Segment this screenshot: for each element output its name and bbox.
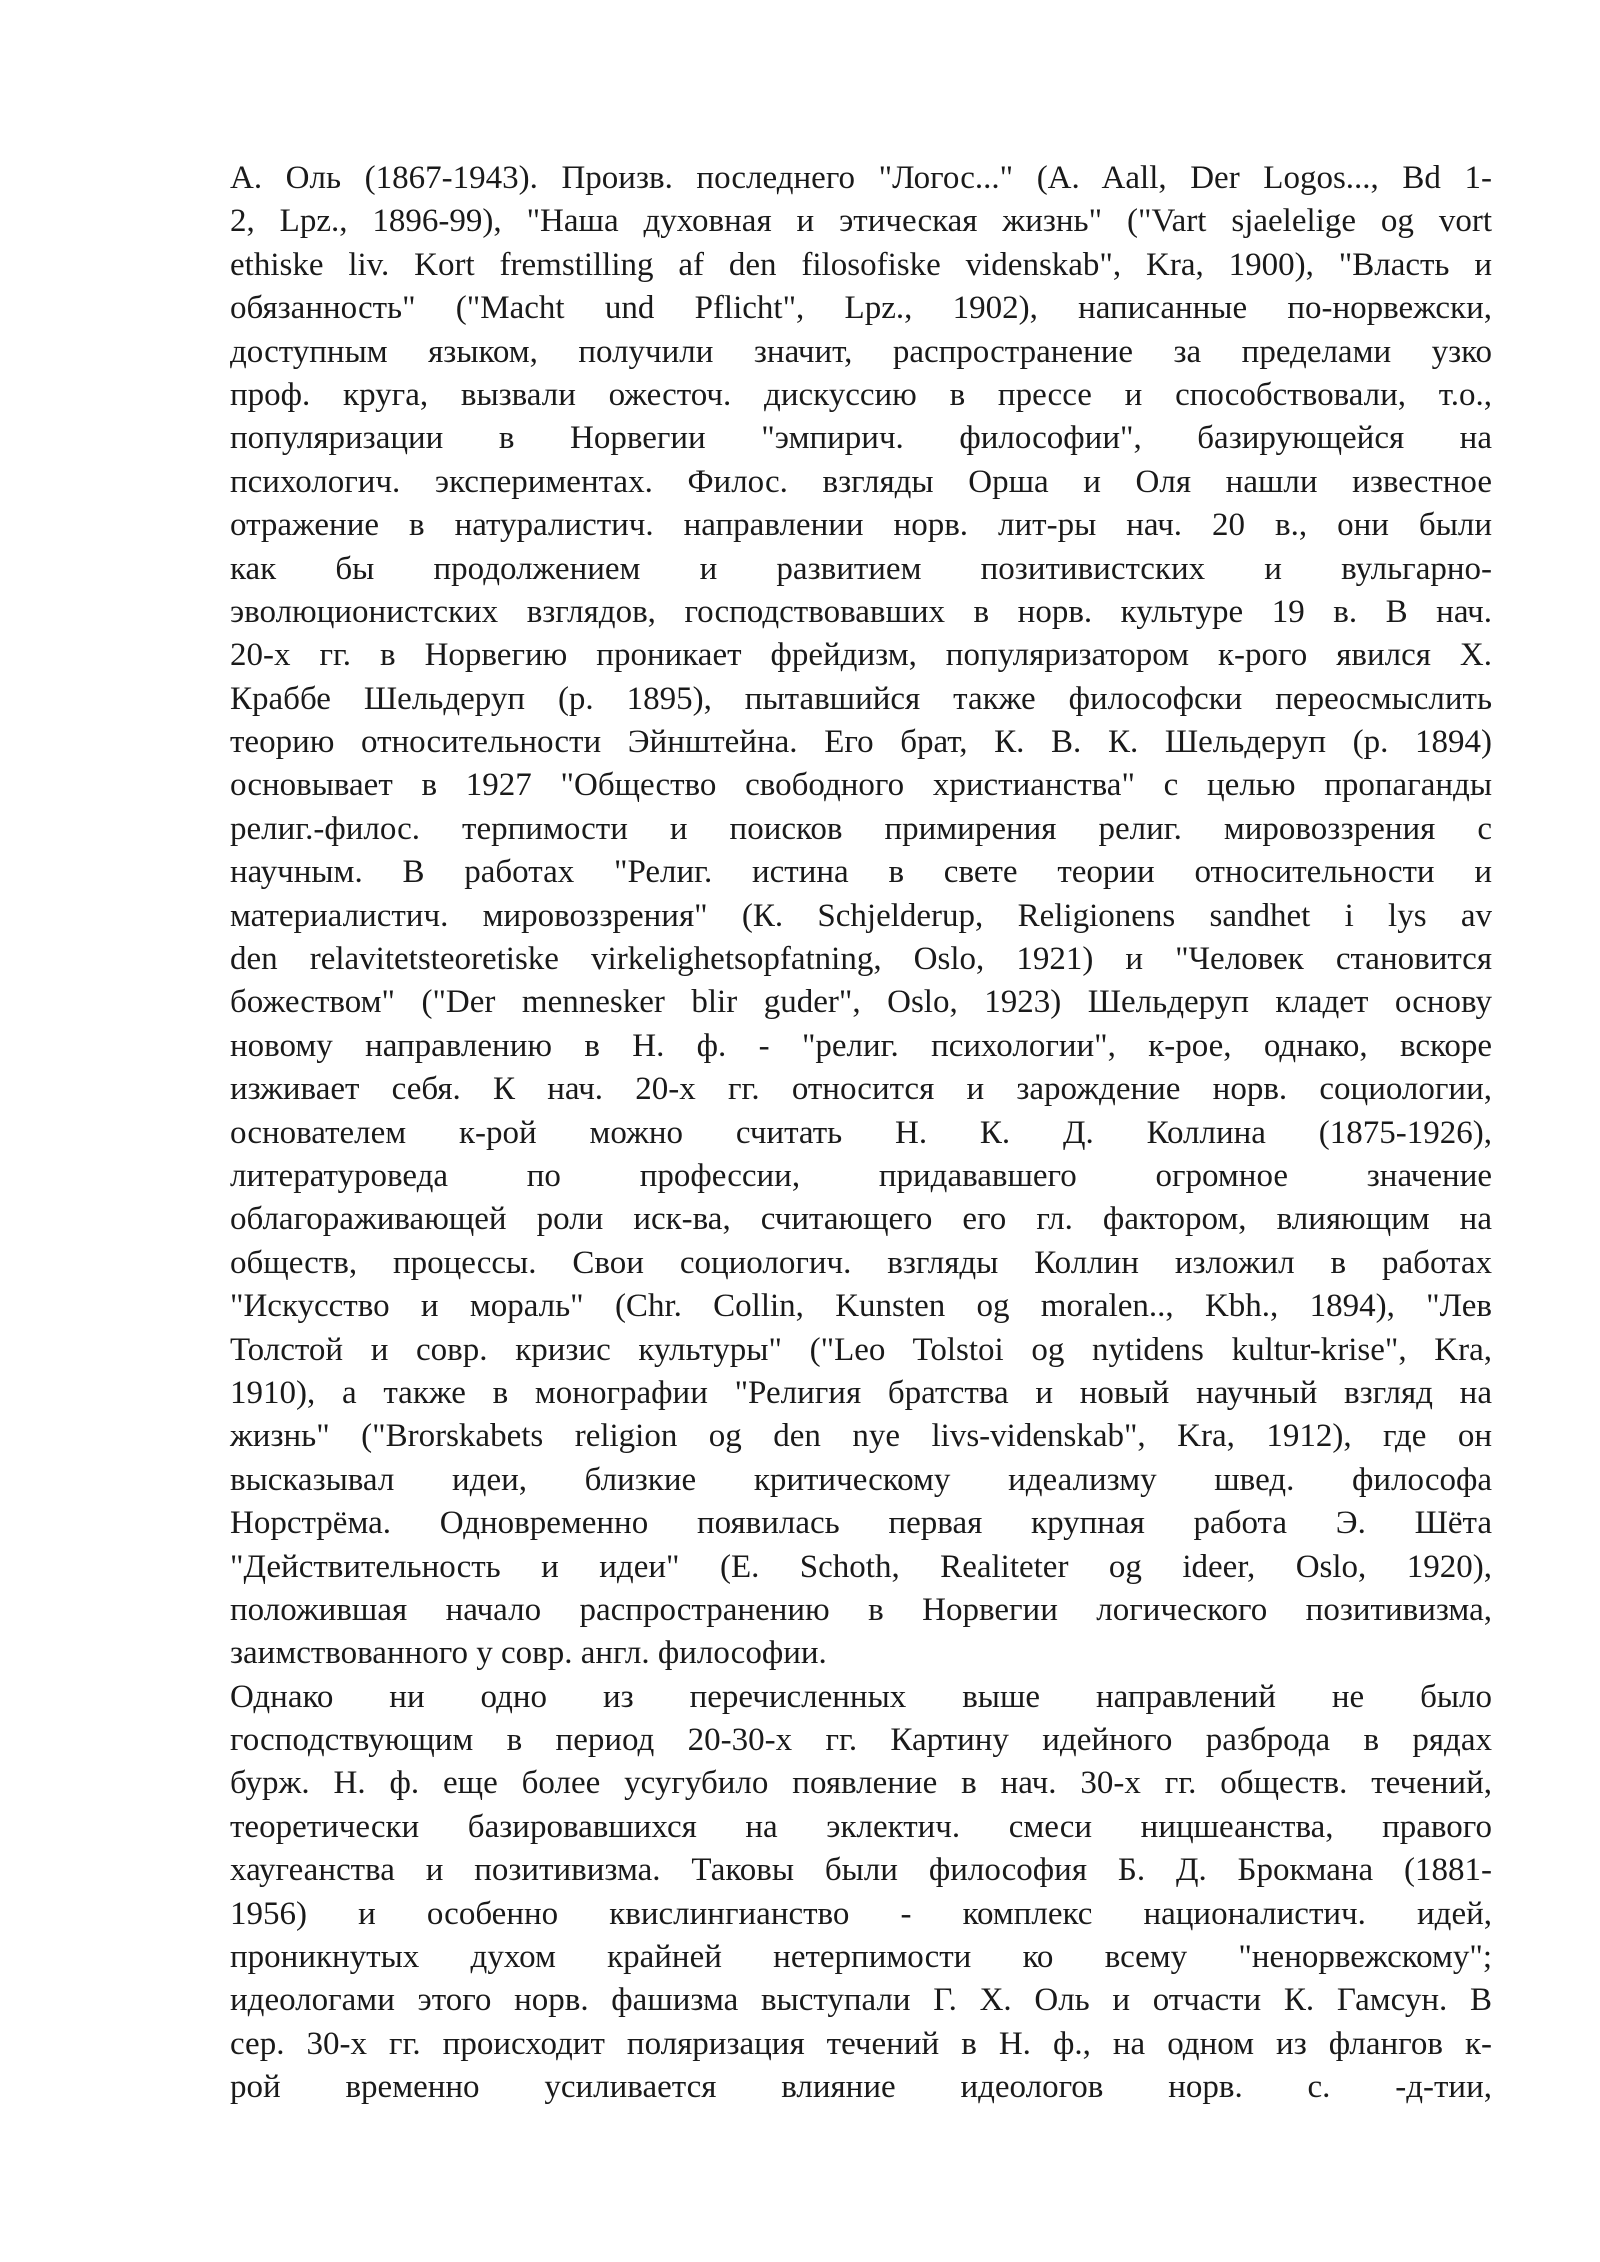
text-line: отражение в натуралистич. направлении норв. лит-ры нач. 20 в., они были bbox=[230, 507, 1492, 544]
text-line: заимствованного у совр. англ. философии. bbox=[230, 1635, 827, 1672]
text-line: божеством" ("Der mennesker blir guder", Oslo, 1923) Шельдеруп кладет основу bbox=[230, 984, 1492, 1021]
text-line: жизнь" ("Brorskabets religion og den nye livs-videnskab", Kra, 1912), где он bbox=[230, 1418, 1492, 1455]
text-line: ethiske liv. Kort fremstilling af den filosofiske videnskab", Kra, 1900), "Власть и bbox=[230, 246, 1492, 283]
text-line: как бы продолжением и развитием позитивистских и вульгарно- bbox=[230, 550, 1492, 587]
text-line: психологич. экспериментах. Филос. взгляды Орша и Оля нашли известное bbox=[230, 463, 1492, 500]
text-line: А. Оль (1867-1943). Произв. последнего "Логос..." (A. Aall, Der Logos..., Bd 1- bbox=[230, 160, 1492, 196]
text-line: изживает себя. К нач. 20-х гг. относится и зарождение норв. социологии, bbox=[230, 1071, 1492, 1108]
text-line: хаугеанства и позитивизма. Таковы были философия Б. Д. Брокмана (1881- bbox=[230, 1852, 1492, 1889]
text-line: "Действительность и идеи" (E. Schoth, Realiteter og ideer, Oslo, 1920), bbox=[230, 1548, 1492, 1585]
text-line: обязанность" ("Macht und Pflicht", Lpz., 1902), написанные по-норвежски, bbox=[230, 290, 1492, 327]
text-line: религ.-филос. терпимости и поисков примирения религ. мировоззрения с bbox=[230, 810, 1492, 847]
text-line: популяризации в Норвегии "эмпирич. философии", базирующейся на bbox=[230, 420, 1492, 457]
text-line: проф. круга, вызвали ожесточ. дискуссию в прессе и способствовали, т.о., bbox=[230, 376, 1492, 413]
paragraph-2 bbox=[230, 1676, 1492, 2110]
text-line: рой временно усиливается влияние идеологов норв. с. -д-тии, bbox=[230, 2069, 1492, 2106]
text-line: Однако ни одно из перечисленных выше направлений не было bbox=[230, 1678, 1492, 1715]
text-line: Толстой и совр. кризис культуры" ("Leo Tolstoi og nytidens kultur-krise", Kra, bbox=[230, 1331, 1492, 1368]
text-line: облагораживающей роли иск-ва, считающего его гл. фактором, влияющим на bbox=[230, 1201, 1492, 1238]
text-line: основывает в 1927 "Общество свободного христианства" с целью пропаганды bbox=[230, 767, 1492, 804]
text-line: новому направлению в Н. ф. - "религ. психологии", к-рое, однако, вскоре bbox=[230, 1027, 1492, 1064]
text-line: сер. 30-х гг. происходит поляризация течений в Н. ф., на одном из флангов к- bbox=[230, 2025, 1492, 2062]
text-line: den relavitetsteoretiske virkelighetsopfatning, Oslo, 1921) и "Человек становится bbox=[230, 941, 1492, 978]
text-line: идеологами этого норв. фашизма выступали Г. Х. Оль и отчасти К. Гамсун. В bbox=[230, 1982, 1492, 2019]
text-line: Норстрёма. Одновременно появилась первая крупная работа Э. Шёта bbox=[230, 1505, 1492, 1542]
text-line: проникнутых духом крайней нетерпимости ко всему "ненорвежскому"; bbox=[230, 1939, 1492, 1976]
paragraph-1 bbox=[230, 157, 1492, 1676]
text-line: 20-х гг. в Норвегию проникает фрейдизм, популяризатором к-рого явился X. bbox=[230, 637, 1492, 674]
text-line: основателем к-рой можно считать Н. К. Д. Коллина (1875-1926), bbox=[230, 1114, 1492, 1151]
text-line: высказывал идеи, близкие критическому идеализму швед. философа bbox=[230, 1461, 1492, 1498]
text-line: 1956) и особенно квислингианство - комплекс националистич. идей, bbox=[230, 1895, 1492, 1932]
text-line: теорию относительности Эйнштейна. Его брат, К. В. К. Шельдеруп (р. 1894) bbox=[230, 724, 1492, 761]
article-body bbox=[230, 157, 1492, 2110]
text-line: бурж. Н. ф. еще более усугубило появление в нач. 30-х гг. обществ. течений, bbox=[230, 1765, 1492, 1802]
text-line: теоретически базировавшихся на эклектич. смеси ницшеанства, правого bbox=[230, 1808, 1492, 1845]
text-line: научным. В работах "Религ. истина в свете теории относительности и bbox=[230, 854, 1492, 891]
text-line: Краббе Шельдеруп (р. 1895), пытавшийся также философски переосмыслить bbox=[230, 680, 1492, 717]
text-line: 2, Lpz., 1896-99), "Наша духовная и этическая жизнь" ("Vart sjaelelige og vort bbox=[230, 203, 1492, 240]
text-line: доступным языком, получили значит, распространение за пределами узко bbox=[230, 333, 1492, 370]
text-line: положившая начало распространению в Норвегии логического позитивизма, bbox=[230, 1591, 1492, 1628]
text-line: материалистич. мировоззрения" (К. Schjelderup, Religionens sandhet i lys av bbox=[230, 897, 1492, 934]
text-line: "Искусство и мораль" (Chr. Collin, Kunsten og moralen.., Kbh., 1894), "Лев bbox=[230, 1288, 1492, 1325]
text-line: 1910), а также в монографии "Религия братства и новый научный взгляд на bbox=[230, 1374, 1492, 1411]
text-line: литературоведа по профессии, придававшего огромное значение bbox=[230, 1157, 1492, 1194]
text-line: господствующим в период 20-30-х гг. Картину идейного разброда в рядах bbox=[230, 1722, 1492, 1759]
text-line: эволюционистских взглядов, господствовавших в норв. культуре 19 в. В нач. bbox=[230, 593, 1492, 630]
text-line: обществ, процессы. Свои социологич. взгляды Коллин изложил в работах bbox=[230, 1244, 1492, 1281]
